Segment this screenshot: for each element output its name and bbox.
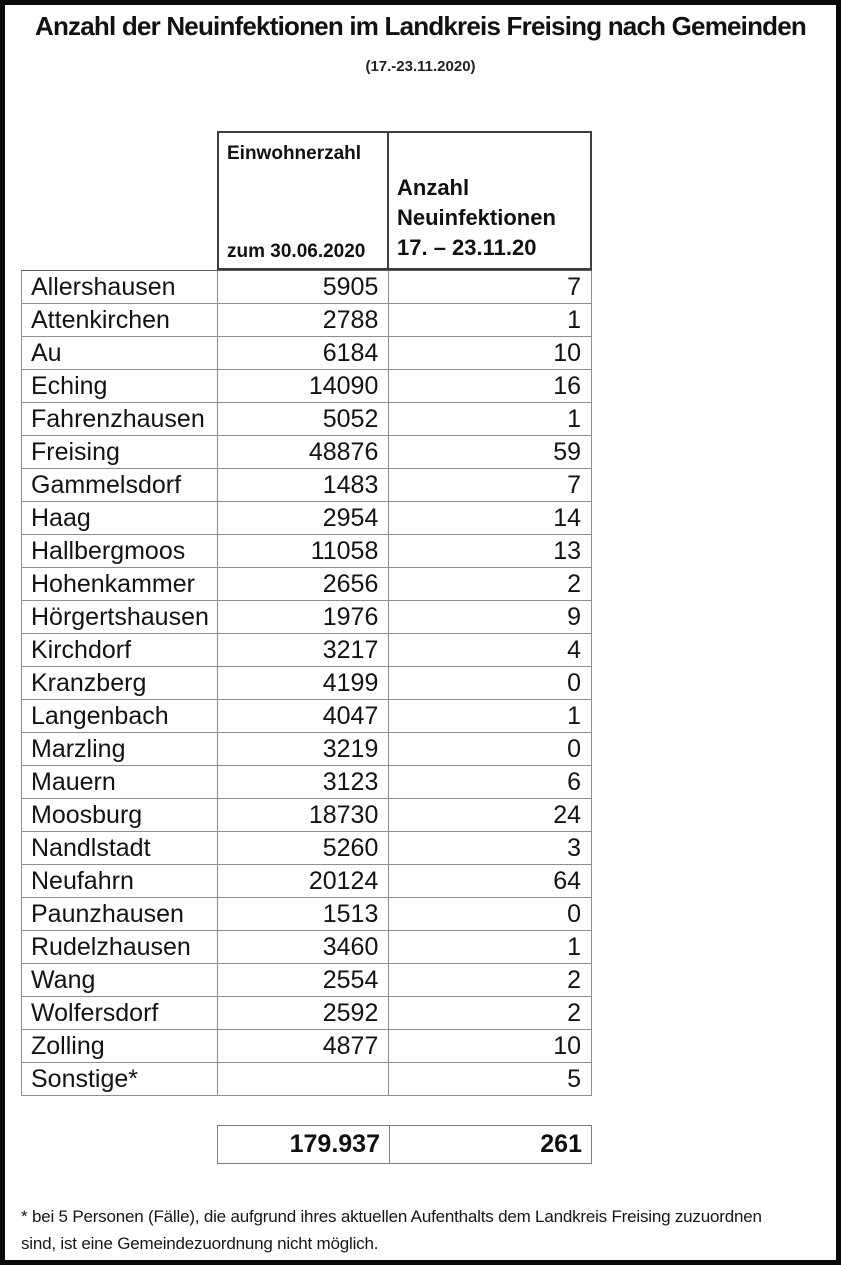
table-row xyxy=(22,370,592,403)
municipality-cell: Fahrenzhausen xyxy=(22,403,218,436)
population-cell: 18730 xyxy=(218,799,390,832)
population-cell: 3123 xyxy=(218,766,390,799)
table-row xyxy=(22,271,592,304)
infections-cell: 10 xyxy=(389,337,592,370)
population-cell: 2554 xyxy=(218,964,390,997)
population-cell: 5905 xyxy=(218,271,390,304)
infections-cell: 7 xyxy=(389,271,592,304)
infections-column-header xyxy=(389,133,590,268)
table-row xyxy=(22,403,592,436)
municipality-cell: Rudelzhausen xyxy=(22,931,218,964)
infections-cell: 13 xyxy=(389,535,592,568)
population-cell: 5052 xyxy=(218,403,390,436)
infections-cell: 7 xyxy=(389,469,592,502)
infections-cell: 14 xyxy=(389,502,592,535)
municipality-cell: Wang xyxy=(22,964,218,997)
infections-cell: 2 xyxy=(389,964,592,997)
infections-cell: 0 xyxy=(389,898,592,931)
municipality-cell: Marzling xyxy=(22,733,218,766)
totals-row xyxy=(217,1125,592,1164)
table-row xyxy=(22,832,592,865)
municipality-cell: Attenkirchen xyxy=(22,304,218,337)
infections-cell: 1 xyxy=(389,931,592,964)
footnote xyxy=(21,1203,826,1257)
municipality-cell: Paunzhausen xyxy=(22,898,218,931)
population-cell: 1483 xyxy=(218,469,390,502)
population-cell: 2656 xyxy=(218,568,390,601)
infections-cell: 4 xyxy=(389,634,592,667)
infections-cell: 9 xyxy=(389,601,592,634)
population-cell: 4877 xyxy=(218,1030,390,1063)
page-subtitle: (17.-23.11.2020) xyxy=(365,58,476,75)
footnote-line: * bei 5 Personen (Fälle), die aufgrund ihres aktuellen Aufenthalts dem Landkreis Freising zuzuordnen xyxy=(21,1207,762,1226)
municipality-cell: Moosburg xyxy=(22,799,218,832)
infections-cell: 0 xyxy=(389,733,592,766)
municipality-cell: Kirchdorf xyxy=(22,634,218,667)
municipality-cell: Eching xyxy=(22,370,218,403)
table-row xyxy=(22,502,592,535)
municipality-cell: Au xyxy=(22,337,218,370)
population-cell: 2788 xyxy=(218,304,390,337)
municipality-cell: Freising xyxy=(22,436,218,469)
municipality-cell: Nandlstadt xyxy=(22,832,218,865)
population-cell: 4047 xyxy=(218,700,390,733)
municipality-cell: Allershausen xyxy=(22,271,218,304)
table-row xyxy=(22,865,592,898)
infections-cell: 1 xyxy=(389,403,592,436)
population-cell: 1513 xyxy=(218,898,390,931)
infections-cell: 3 xyxy=(389,832,592,865)
population-cell: 5260 xyxy=(218,832,390,865)
infections-cell: 24 xyxy=(389,799,592,832)
table-row xyxy=(22,634,592,667)
table-row xyxy=(22,304,592,337)
population-header-sublabel: zum 30.06.2020 xyxy=(227,241,366,262)
infections-cell: 5 xyxy=(389,1063,592,1096)
table-row xyxy=(22,667,592,700)
population-cell: 3460 xyxy=(218,931,390,964)
municipality-cell: Hallbergmoos xyxy=(22,535,218,568)
population-cell: 6184 xyxy=(218,337,390,370)
infections-cell: 59 xyxy=(389,436,592,469)
infections-cell: 6 xyxy=(389,766,592,799)
table-row xyxy=(22,964,592,997)
table-row xyxy=(22,535,592,568)
table-row xyxy=(22,1030,592,1063)
municipality-cell: Kranzberg xyxy=(22,667,218,700)
infections-cell: 10 xyxy=(389,1030,592,1063)
table-row xyxy=(22,601,592,634)
population-cell: 14090 xyxy=(218,370,390,403)
table-header xyxy=(217,131,592,270)
population-cell: 3219 xyxy=(218,733,390,766)
municipality-cell: Langenbach xyxy=(22,700,218,733)
table-row xyxy=(22,700,592,733)
municipality-cell: Gammelsdorf xyxy=(22,469,218,502)
total-infections: 261 xyxy=(540,1130,582,1158)
population-cell: 3217 xyxy=(218,634,390,667)
table-row xyxy=(22,898,592,931)
municipality-cell: Hohenkammer xyxy=(22,568,218,601)
infections-header-line: 17. – 23.11.20 xyxy=(397,235,537,260)
table-row xyxy=(22,733,592,766)
population-cell xyxy=(218,1063,390,1096)
population-column-header xyxy=(219,133,389,268)
municipality-cell: Mauern xyxy=(22,766,218,799)
table-row xyxy=(22,1063,592,1096)
table-row xyxy=(22,997,592,1030)
table-row xyxy=(22,799,592,832)
population-cell: 1976 xyxy=(218,601,390,634)
table-row xyxy=(22,568,592,601)
table-row xyxy=(22,931,592,964)
municipality-cell: Zolling xyxy=(22,1030,218,1063)
municipality-cell: Sonstige* xyxy=(22,1063,218,1096)
population-header-label: Einwohnerzahl xyxy=(227,143,362,164)
infections-cell: 1 xyxy=(389,700,592,733)
population-cell: 48876 xyxy=(218,436,390,469)
municipality-cell: Wolfersdorf xyxy=(22,997,218,1030)
infections-cell: 0 xyxy=(389,667,592,700)
table-row xyxy=(22,436,592,469)
population-cell: 2954 xyxy=(218,502,390,535)
total-population: 179.937 xyxy=(218,1126,390,1163)
infections-cell: 64 xyxy=(389,865,592,898)
population-cell: 4199 xyxy=(218,667,390,700)
municipality-cell: Neufahrn xyxy=(22,865,218,898)
municipality-table-body xyxy=(21,270,592,1096)
municipality-cell: Hörgertshausen xyxy=(22,601,218,634)
table-row xyxy=(22,337,592,370)
municipality-cell: Haag xyxy=(22,502,218,535)
infections-header-line: Anzahl xyxy=(397,175,470,200)
infections-cell: 2 xyxy=(389,997,592,1030)
population-cell: 11058 xyxy=(218,535,390,568)
infections-header-line: Neuinfektionen xyxy=(397,205,556,230)
table-row xyxy=(22,766,592,799)
table-row xyxy=(22,469,592,502)
footnote-line: sind, ist eine Gemeindezuordnung nicht möglich. xyxy=(21,1234,379,1253)
infections-cell: 2 xyxy=(389,568,592,601)
page-title: Anzahl der Neuinfektionen im Landkreis Freising nach Gemeinden xyxy=(34,11,806,41)
infections-cell: 1 xyxy=(389,304,592,337)
infections-cell: 16 xyxy=(389,370,592,403)
population-cell: 2592 xyxy=(218,997,390,1030)
population-cell: 20124 xyxy=(218,865,390,898)
